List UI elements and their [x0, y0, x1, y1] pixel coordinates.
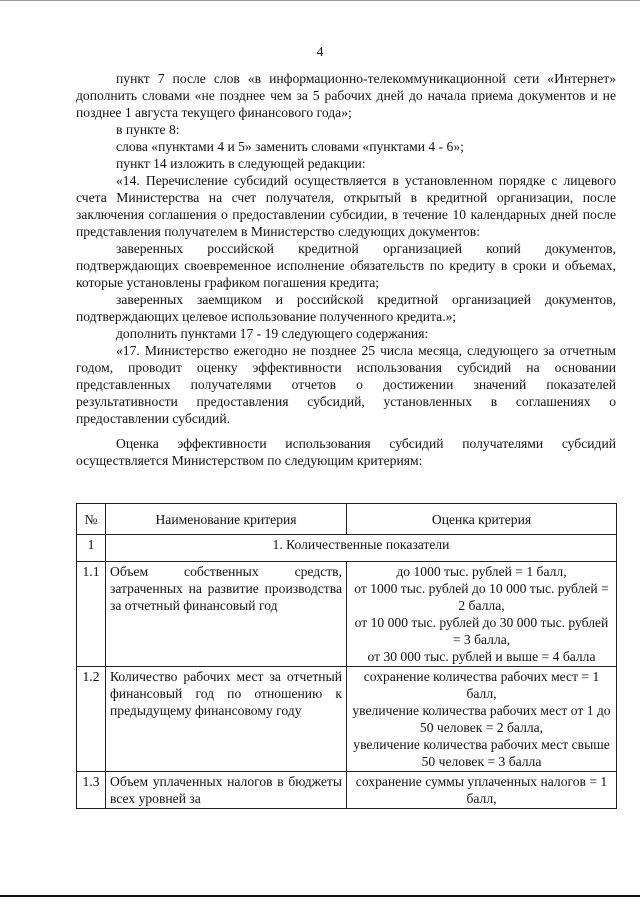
- row-criterion-name: Объем собственных средств, затраченных на развитие производства за отчетный финансовый год: [106, 562, 347, 667]
- criteria-table: [76, 503, 617, 809]
- row-criterion-name: Количество рабочих мест за отчетный финансовый год по отношению к предыдущему финансовому году: [106, 667, 347, 772]
- row-criterion-score: [347, 562, 617, 667]
- bottom-divider: [0, 895, 640, 897]
- score-line: увеличение количества рабочих мест свыше 50 человек = 3 балла: [353, 737, 610, 769]
- score-line: от 10 000 тыс. рублей до 30 000 тыс. рублей = 3 балла,: [354, 615, 609, 647]
- score-line: сохранение суммы уплаченных налогов = 1 балл,: [355, 774, 608, 806]
- score-line: от 30 000 тыс. рублей и выше = 4 балла: [367, 649, 596, 664]
- row-num: 1.2: [77, 667, 106, 772]
- header-num: №: [77, 504, 106, 535]
- paragraph-item-8: в пункте 8:: [116, 122, 180, 137]
- row-num: 1.1: [77, 562, 106, 667]
- table-section-row: [77, 535, 617, 562]
- row-criterion-name: Объем уплаченных налогов в бюджеты всех уровней за: [106, 772, 347, 809]
- table-row: [77, 772, 617, 809]
- score-line: сохранение количества рабочих мест = 1 балл,: [363, 669, 600, 701]
- table-header-row: [77, 504, 617, 535]
- paragraph-add-items: дополнить пунктами 17 - 19 следующего содержания:: [116, 326, 429, 341]
- table-row: [77, 562, 617, 667]
- top-divider: [0, 0, 640, 1]
- header-name: Наименование критерия: [106, 504, 347, 535]
- section-num: 1: [77, 535, 106, 562]
- section-title: 1. Количественные показатели: [106, 535, 617, 562]
- paragraph-criteria-intro: Оценка эффективности использования субсидий получателями субсидий осуществляется Министерством по следующим критериям:: [76, 436, 616, 468]
- paragraph-item-14: пункт 14 изложить в следующей редакции:: [116, 156, 366, 171]
- score-line: до 1000 тыс. рублей = 1 балл,: [396, 564, 567, 579]
- row-criterion-score: [347, 772, 617, 809]
- row-criterion-score: [347, 667, 617, 772]
- paragraph-item-14-text: «14. Перечисление субсидий осуществляется в установленном порядке с лицевого счета Министерства на счет получателя, открытый в кредитной организации, после заключения соглашения о предоставлении субсидии, в течение 10 календарных дней после представления получателем в Министерство следующих документов:: [76, 173, 616, 239]
- table-row: [77, 667, 617, 772]
- header-score: Оценка критерия: [347, 504, 617, 535]
- paragraph-item-7: пункт 7 после слов «в информационно-телекоммуникационной сети «Интернет» дополнить словами «не позднее чем за 5 рабочих дней до начала приема документов и не позднее 1 августа текущего финансового года»;: [76, 71, 616, 120]
- score-line: увеличение количества рабочих мест от 1 до 50 человек = 2 балла,: [352, 703, 611, 735]
- score-line: от 1000 тыс. рублей до 10 000 тыс. рублей = 2 балла,: [354, 581, 609, 613]
- page-number: 4: [316, 45, 324, 60]
- paragraph-item-17: «17. Министерство ежегодно не позднее 25 числа месяца, следующего за отчетным годом, проводит оценку эффективности использования субсидий на основании представленных получателями отчетов о достижении значений показателей результативности предоставления субсидий, установленных в соглашениях о предоставлении субсидий.: [76, 343, 616, 426]
- document-body: [76, 70, 616, 469]
- paragraph-documents-1: заверенных российской кредитной организацией копий документов, подтверждающих своевременное исполнение обязательств по кредиту в сроки и объемах, которые установлены графиком погашения кредита;: [76, 241, 616, 290]
- paragraph-replace-words: слова «пунктами 4 и 5» заменить словами «пунктами 4 - 6»;: [116, 139, 464, 154]
- paragraph-documents-2: заверенных заемщиком и российской кредитной организацией документов, подтверждающих целевое использование полученного кредита.»;: [76, 292, 616, 324]
- row-num: 1.3: [77, 772, 106, 809]
